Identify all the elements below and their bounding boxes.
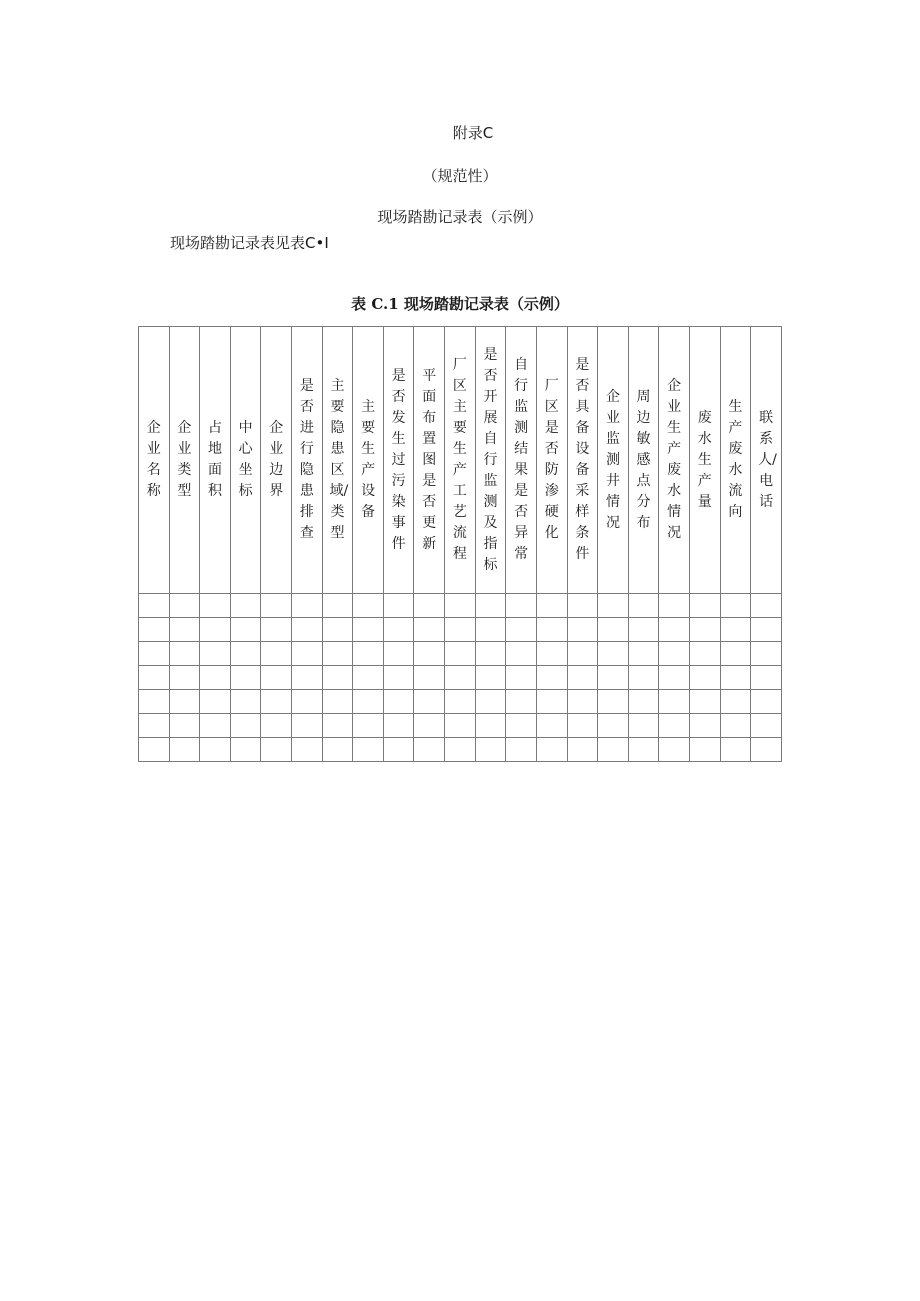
table-cell[interactable] — [353, 642, 384, 666]
record-table — [138, 326, 782, 762]
header-label: 联系人/电话 — [758, 409, 777, 510]
table-cell[interactable] — [751, 666, 782, 690]
table-cell[interactable] — [230, 714, 261, 738]
header-label: 占地面积 — [208, 420, 223, 499]
table-cell[interactable] — [689, 714, 720, 738]
table-cell[interactable] — [628, 642, 659, 666]
table-cell[interactable] — [751, 642, 782, 666]
header-label: 中心坐标 — [238, 420, 253, 499]
header-cell — [659, 327, 690, 594]
table-cell[interactable] — [292, 642, 323, 666]
table-cell[interactable] — [200, 714, 231, 738]
header-cell — [445, 327, 476, 594]
table-row — [139, 642, 782, 666]
table-cell[interactable] — [414, 714, 445, 738]
table-cell[interactable] — [353, 690, 384, 714]
header-cell — [689, 327, 720, 594]
table-cell[interactable] — [322, 690, 353, 714]
header-label: 厂区是否防渗硬化 — [544, 378, 559, 541]
table-cell[interactable] — [751, 618, 782, 642]
table-cell[interactable] — [628, 690, 659, 714]
table-row — [139, 690, 782, 714]
table-cell[interactable] — [628, 618, 659, 642]
table-row — [139, 666, 782, 690]
table-cell[interactable] — [353, 738, 384, 762]
header-cell — [200, 327, 231, 594]
table-cell[interactable] — [720, 666, 751, 690]
table-cell[interactable] — [445, 594, 476, 618]
appendix-type: （规范性） — [422, 167, 498, 185]
header-label: 是否进行隐患排查 — [299, 378, 314, 541]
table-cell[interactable] — [353, 714, 384, 738]
table-cell[interactable] — [567, 642, 598, 666]
header-label: 平面布置图是否更新 — [422, 367, 437, 552]
table-cell[interactable] — [689, 738, 720, 762]
table-cell[interactable] — [567, 714, 598, 738]
table-cell[interactable] — [506, 714, 537, 738]
table-cell[interactable] — [322, 618, 353, 642]
table-cell[interactable] — [628, 666, 659, 690]
header-label: 企业边界 — [269, 420, 284, 499]
header-label: 主要生产设备 — [361, 399, 376, 520]
header-cell — [720, 327, 751, 594]
table-cell[interactable] — [292, 690, 323, 714]
table-cell[interactable] — [536, 594, 567, 618]
header-cell — [383, 327, 414, 594]
table-cell[interactable] — [414, 594, 445, 618]
table-cell[interactable] — [445, 690, 476, 714]
table-cell[interactable] — [567, 690, 598, 714]
header-label: 是否发生过污染事件 — [391, 367, 406, 552]
header-label: 企业生产废水情况 — [667, 378, 682, 541]
table-cell[interactable] — [292, 594, 323, 618]
record-table-container — [138, 326, 782, 762]
table-cell[interactable] — [230, 690, 261, 714]
table-cell[interactable] — [322, 666, 353, 690]
table-cell[interactable] — [536, 618, 567, 642]
table-cell[interactable] — [322, 642, 353, 666]
table-cell[interactable] — [383, 690, 414, 714]
table-cell[interactable] — [292, 666, 323, 690]
table-cell[interactable] — [200, 690, 231, 714]
header-cell — [139, 327, 170, 594]
table-cell[interactable] — [353, 618, 384, 642]
table-cell[interactable] — [445, 738, 476, 762]
table-cell[interactable] — [414, 618, 445, 642]
table-cell[interactable] — [383, 666, 414, 690]
table-cell[interactable] — [445, 642, 476, 666]
table-cell[interactable] — [414, 690, 445, 714]
table-cell[interactable] — [751, 690, 782, 714]
table-cell[interactable] — [200, 594, 231, 618]
header-cell — [292, 327, 323, 594]
table-body — [139, 594, 782, 762]
header-label: 生产废水流向 — [728, 399, 743, 520]
table-cell[interactable] — [169, 618, 200, 642]
table-cell[interactable] — [261, 642, 292, 666]
header-cell — [567, 327, 598, 594]
table-cell[interactable] — [567, 594, 598, 618]
table-cell[interactable] — [322, 738, 353, 762]
table-cell[interactable] — [139, 690, 170, 714]
table-cell[interactable] — [139, 738, 170, 762]
table-cell[interactable] — [383, 618, 414, 642]
table-cell[interactable] — [567, 618, 598, 642]
table-cell[interactable] — [751, 738, 782, 762]
table-cell[interactable] — [720, 714, 751, 738]
table-cell[interactable] — [261, 618, 292, 642]
table-cell[interactable] — [169, 690, 200, 714]
table-cell[interactable] — [659, 594, 690, 618]
table-cell[interactable] — [506, 666, 537, 690]
header-cell — [261, 327, 292, 594]
table-cell[interactable] — [292, 618, 323, 642]
header-cell — [353, 327, 384, 594]
table-cell[interactable] — [475, 642, 506, 666]
table-cell[interactable] — [414, 666, 445, 690]
table-cell[interactable] — [139, 666, 170, 690]
table-cell[interactable] — [567, 666, 598, 690]
header-label: 自行监测结果是否异常 — [514, 357, 529, 562]
header-row — [139, 327, 782, 594]
table-cell[interactable] — [659, 714, 690, 738]
table-cell[interactable] — [383, 594, 414, 618]
table-cell[interactable] — [689, 618, 720, 642]
table-cell[interactable] — [261, 690, 292, 714]
table-cell[interactable] — [230, 666, 261, 690]
appendix-title: 附录C — [452, 124, 494, 142]
table-cell[interactable] — [230, 642, 261, 666]
table-cell[interactable] — [139, 714, 170, 738]
table-cell[interactable] — [598, 714, 629, 738]
table-cell[interactable] — [659, 690, 690, 714]
table-cell[interactable] — [536, 690, 567, 714]
header-cell — [506, 327, 537, 594]
table-cell[interactable] — [506, 690, 537, 714]
table-cell[interactable] — [445, 666, 476, 690]
table-cell[interactable] — [598, 666, 629, 690]
table-cell[interactable] — [567, 738, 598, 762]
table-cell[interactable] — [200, 618, 231, 642]
table-row — [139, 714, 782, 738]
table-cell[interactable] — [689, 666, 720, 690]
table-row — [139, 594, 782, 618]
table-cell[interactable] — [414, 642, 445, 666]
table-cell[interactable] — [659, 618, 690, 642]
table-cell[interactable] — [536, 642, 567, 666]
header-cell — [169, 327, 200, 594]
table-cell[interactable] — [169, 594, 200, 618]
table-cell[interactable] — [659, 738, 690, 762]
table-cell[interactable] — [475, 666, 506, 690]
table-cell[interactable] — [292, 738, 323, 762]
table-cell[interactable] — [230, 618, 261, 642]
table-cell[interactable] — [475, 618, 506, 642]
table-cell[interactable] — [169, 714, 200, 738]
header-cell — [751, 327, 782, 594]
table-cell[interactable] — [383, 738, 414, 762]
table-caption: 表 C.1 现场踏勘记录表（示例） — [351, 295, 569, 313]
table-cell[interactable] — [536, 738, 567, 762]
table-cell[interactable] — [689, 690, 720, 714]
table-cell[interactable] — [322, 594, 353, 618]
table-cell[interactable] — [322, 714, 353, 738]
intro-text: 现场踏勘记录表见表C•I — [170, 234, 329, 252]
table-cell[interactable] — [720, 690, 751, 714]
table-cell[interactable] — [659, 666, 690, 690]
header-label: 是否开展自行监测及指标 — [483, 346, 498, 573]
table-cell[interactable] — [598, 642, 629, 666]
header-cell — [414, 327, 445, 594]
table-cell[interactable] — [261, 666, 292, 690]
header-cell — [230, 327, 261, 594]
table-cell[interactable] — [751, 714, 782, 738]
table-cell[interactable] — [720, 618, 751, 642]
table-cell[interactable] — [689, 594, 720, 618]
header-label: 企业监测井情况 — [605, 388, 620, 531]
table-cell[interactable] — [230, 594, 261, 618]
table-cell[interactable] — [475, 594, 506, 618]
table-cell[interactable] — [598, 618, 629, 642]
table-cell[interactable] — [751, 594, 782, 618]
table-cell[interactable] — [475, 738, 506, 762]
header-label: 企业名称 — [146, 420, 161, 499]
table-cell[interactable] — [536, 714, 567, 738]
table-cell[interactable] — [506, 738, 537, 762]
header-label: 企业类型 — [177, 420, 192, 499]
table-cell[interactable] — [506, 594, 537, 618]
table-cell[interactable] — [506, 618, 537, 642]
table-cell[interactable] — [139, 618, 170, 642]
table-cell[interactable] — [445, 714, 476, 738]
table-cell[interactable] — [689, 642, 720, 666]
table-cell[interactable] — [200, 642, 231, 666]
header-label: 厂区主要生产工艺流程 — [452, 357, 467, 562]
header-cell — [475, 327, 506, 594]
header-cell — [536, 327, 567, 594]
table-cell[interactable] — [353, 594, 384, 618]
table-row — [139, 738, 782, 762]
table-cell[interactable] — [475, 690, 506, 714]
table-cell[interactable] — [261, 714, 292, 738]
record-title: 现场踏勘记录表（示例） — [377, 208, 543, 226]
table-cell[interactable] — [598, 738, 629, 762]
header-cell — [628, 327, 659, 594]
table-cell[interactable] — [628, 594, 659, 618]
table-cell[interactable] — [383, 714, 414, 738]
table-cell[interactable] — [506, 642, 537, 666]
table-cell[interactable] — [598, 690, 629, 714]
table-cell[interactable] — [169, 642, 200, 666]
table-cell[interactable] — [720, 594, 751, 618]
table-row — [139, 618, 782, 642]
table-cell[interactable] — [200, 738, 231, 762]
table-cell[interactable] — [475, 714, 506, 738]
header-label: 是否具备设备采样条件 — [575, 357, 590, 562]
table-cell[interactable] — [720, 642, 751, 666]
table-cell[interactable] — [169, 666, 200, 690]
table-cell[interactable] — [383, 642, 414, 666]
table-cell[interactable] — [720, 738, 751, 762]
table-cell[interactable] — [261, 594, 292, 618]
table-cell[interactable] — [659, 642, 690, 666]
table-cell[interactable] — [139, 642, 170, 666]
table-cell[interactable] — [353, 666, 384, 690]
header-cell — [598, 327, 629, 594]
header-label: 废水生产量 — [697, 409, 712, 510]
table-cell[interactable] — [261, 738, 292, 762]
header-label: 周边敏感点分布 — [636, 388, 651, 531]
header-label: 主要隐患区域/类型 — [329, 378, 349, 541]
table-cell[interactable] — [139, 594, 170, 618]
table-cell[interactable] — [628, 714, 659, 738]
table-cell[interactable] — [200, 666, 231, 690]
table-cell[interactable] — [598, 594, 629, 618]
table-cell[interactable] — [536, 666, 567, 690]
header-cell — [322, 327, 353, 594]
table-cell[interactable] — [292, 714, 323, 738]
table-cell[interactable] — [230, 738, 261, 762]
table-cell[interactable] — [628, 738, 659, 762]
table-cell[interactable] — [169, 738, 200, 762]
table-cell[interactable] — [445, 618, 476, 642]
table-cell[interactable] — [414, 738, 445, 762]
